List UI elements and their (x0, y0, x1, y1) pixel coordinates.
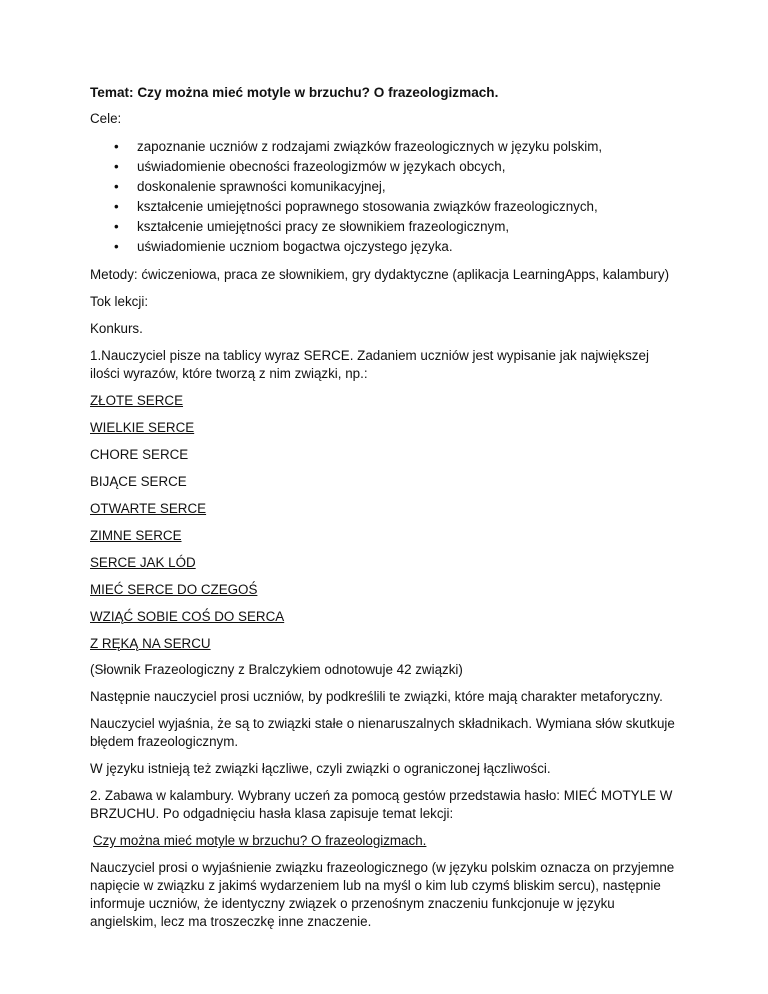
bullet-icon: • (114, 199, 119, 215)
topic-repeat-wrapper (90, 832, 678, 850)
course-label: Tok lekcji: (90, 294, 149, 310)
phrase-item: CHORE SERCE (90, 446, 189, 462)
bullet-icon: • (114, 139, 119, 155)
goal-item: • kształcenie umiejętności pracy ze słownikiem frazeologicznym, (90, 217, 678, 237)
phrase-item: OTWARTE SERCE (90, 500, 207, 516)
phrase-item: Z RĘKĄ NA SERCU (90, 635, 211, 651)
goal-item: • kształcenie umiejętności poprawnego stosowania związków frazeologicznych, (90, 197, 678, 217)
phrase-item: SERCE JAK LÓD (90, 554, 196, 570)
phrase-item: BIJĄCE SERCE (90, 473, 187, 489)
bullet-icon: • (114, 219, 119, 235)
goal-item: • uświadomienie uczniom bogactwa ojczystego języka. (90, 237, 678, 257)
goal-item: • uświadomienie obecności frazeologizmów w językach obcych, (90, 157, 678, 177)
explanation-paragraph: Nauczyciel wyjaśnia, że są to związki stałe o nienaruszalnych składnikach. Wymiana słów skutkuje błędem frazeologicznym. (90, 716, 675, 750)
loose-phrases-paragraph: W języku istnieją też związki łączliwe, czyli związki o ograniczonej łączliwości. (90, 761, 551, 777)
lesson-title: Temat: Czy można mieć motyle w brzuchu? O frazeologizmach. (90, 85, 499, 100)
topic-repeat: Czy można mieć motyle w brzuchu? O frazeologizmach. (93, 833, 427, 849)
goals-label: Cele: (90, 111, 122, 127)
phrase-item: ZŁOTE SERCE (90, 392, 184, 408)
step-1-paragraph: 1.Nauczyciel pisze na tablicy wyraz SERCE. Zadaniem uczniów jest wypisanie jak największej ilości wyrazów, które tworzą z nim związki, np.: (90, 348, 649, 381)
phrase-item: ZIMNE SERCE (90, 527, 182, 543)
dictionary-note: (Słownik Frazeologiczny z Bralczykiem odnotowuje 42 związki) (90, 662, 463, 678)
phrase-item: WZIĄĆ SOBIE COŚ DO SERCA (90, 608, 285, 624)
goal-item: • zapoznanie uczniów z rodzajami związków frazeologicznych w języku polskim, (90, 137, 678, 157)
phrase-item: WIELKIE SERCE (90, 419, 195, 435)
bullet-icon: • (114, 179, 119, 195)
contest-label: Konkurs. (90, 321, 143, 337)
bullet-icon: • (114, 159, 119, 175)
bullet-icon: • (114, 239, 119, 255)
final-paragraph: Nauczyciel prosi o wyjaśnienie związku frazeologicznego (w języku polskim oznacza on przyjemne napięcie w związku z jakimś wydarzeniem lub na myśl o kim lub czymś bliskim sercu), następnie informuje uczniów, że identyczny związek o przenośnym znaczeniu funkcjonuje w języku angielskim, lecz ma troszeczkę inne znaczenie. (90, 860, 675, 929)
methods-paragraph: Metody: ćwiczeniowa, praca ze słownikiem, gry dydaktyczne (aplikacja LearningApps, kalambury) (90, 267, 670, 283)
goals-list (90, 137, 678, 257)
underline-instruction: Następnie nauczyciel prosi uczniów, by podkreślili te związki, które mają charakter metaforyczny. (90, 689, 663, 705)
phrase-item: MIEĆ SERCE DO CZEGOŚ (90, 581, 258, 597)
step-2-paragraph: 2. Zabawa w kalambury. Wybrany uczeń za pomocą gestów przedstawia hasło: MIEĆ MOTYLE W BRZUCHU. Po odgadnięciu hasła klasa zapisuje temat lekcji: (90, 788, 673, 822)
goal-item: • doskonalenie sprawności komunikacyjnej, (90, 177, 678, 197)
